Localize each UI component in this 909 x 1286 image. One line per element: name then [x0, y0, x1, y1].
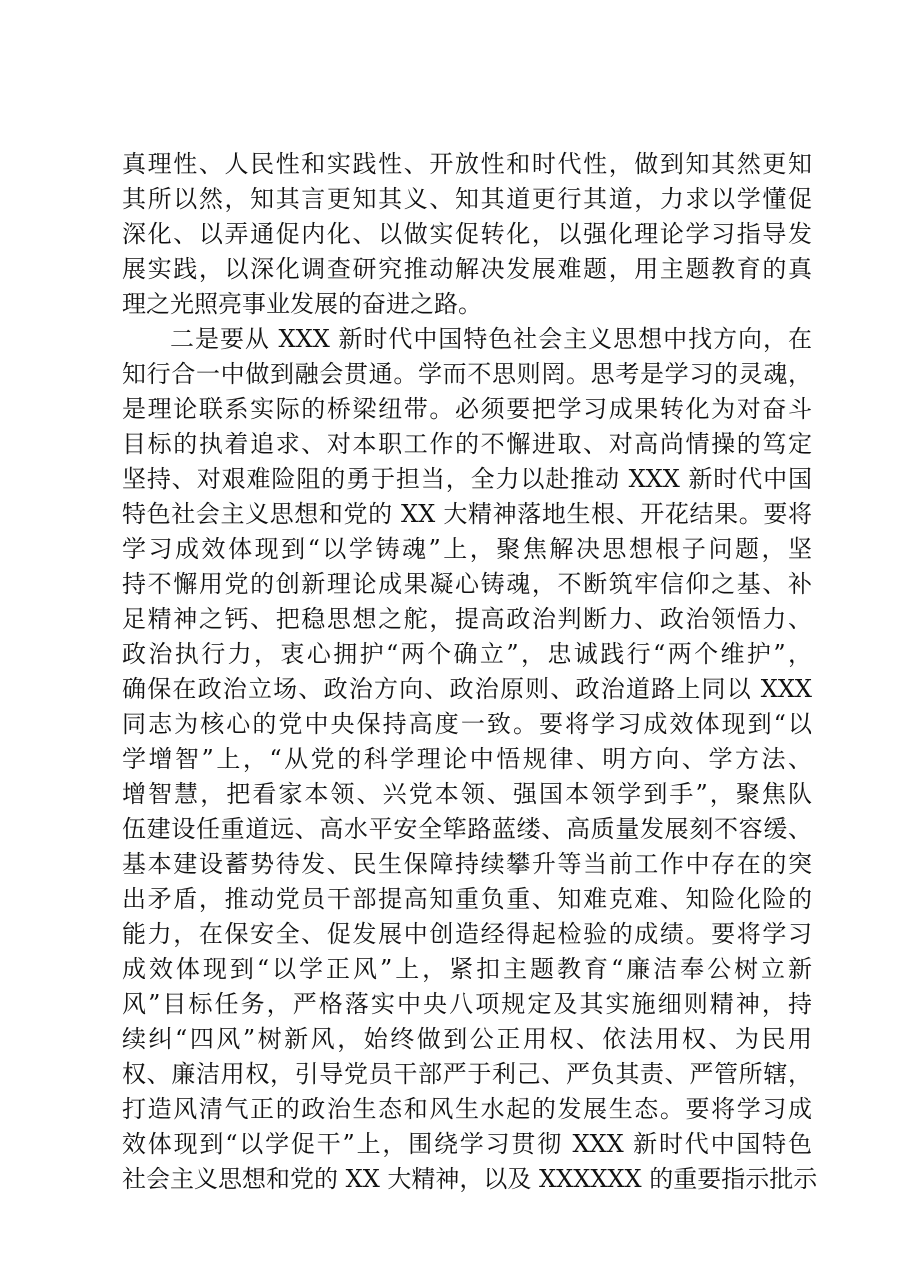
- paragraph-2-line: 同志为核心的党中央保持高度一致。要将学习成效体现到“以: [122, 710, 812, 738]
- paragraph-2-line: 足精神之钙、把稳思想之舵，提高政治判断力、政治领悟力、: [122, 605, 812, 633]
- paragraph-2-line: 出矛盾，推动党员干部提高知重负重、知难克难、知险化险的: [122, 885, 812, 913]
- paragraph-2-line: 特色社会主义思想和党的 XX 大精神落地生根、开花结果。要将: [122, 500, 812, 528]
- paragraph-2-line: 学习成效体现到“以学铸魂”上，聚焦解决思想根子问题，坚: [122, 535, 812, 563]
- paragraph-2-line: 打造风清气正的政治生态和风生水起的发展生态。要将学习成: [122, 1095, 812, 1123]
- paragraph-1-line: 展实践，以深化调查研究推动解决发展难题，用主题教育的真: [122, 255, 812, 283]
- paragraph-2-line: 增智慧，把看家本领、兴党本领、强国本领学到手”，聚焦队: [122, 780, 812, 808]
- paragraph-2-line: 知行合一中做到融会贯通。学而不思则罔。思考是学习的灵魂，: [122, 360, 812, 388]
- document-body: [122, 147, 818, 1197]
- paragraph-2-line: 二是要从 XXX 新时代中国特色社会主义思想中找方向，在: [170, 325, 812, 353]
- paragraph-1-line: 其所以然，知其言更知其义、知其道更行其道，力求以学懂促: [122, 185, 812, 213]
- paragraph-2-line: 权、廉洁用权，引导党员干部严于利己、严负其责、严管所辖，: [122, 1060, 812, 1088]
- paragraph-2-line: 基本建设蓄势待发、民生保障持续攀升等当前工作中存在的突: [122, 850, 812, 878]
- paragraph-1-line: 深化、以弄通促内化、以做实促转化，以强化理论学习指导发: [122, 220, 812, 248]
- paragraph-1-line: 真理性、人民性和实践性、开放性和时代性，做到知其然更知: [122, 150, 812, 178]
- paragraph-2-line: 目标的执着追求、对本职工作的不懈进取、对高尚情操的笃定: [122, 430, 812, 458]
- paragraph-2-line: 社会主义思想和党的 XX 大精神，以及 XXXXXX 的重要指示批示: [122, 1165, 818, 1193]
- paragraph-2: [122, 322, 818, 1197]
- paragraph-1-line: 理之光照亮事业发展的奋进之路。: [122, 290, 482, 318]
- paragraph-2-line: 效体现到“以学促干”上，围绕学习贯彻 XXX 新时代中国特色: [122, 1130, 812, 1158]
- paragraph-2-line: 持不懈用党的创新理论成果凝心铸魂，不断筑牢信仰之基、补: [122, 570, 812, 598]
- paragraph-2-line: 政治执行力，衷心拥护“两个确立”，忠诚践行“两个维护”，: [122, 640, 812, 668]
- paragraph-2-line: 是理论联系实际的桥梁纽带。必须要把学习成果转化为对奋斗: [122, 395, 812, 423]
- paragraph-2-line: 能力，在保安全、促发展中创造经得起检验的成绩。要将学习: [122, 920, 812, 948]
- paragraph-2-line: 确保在政治立场、政治方向、政治原则、政治道路上同以 XXX: [122, 675, 812, 703]
- paragraph-2-line: 伍建设任重道远、高水平安全筚路蓝缕、高质量发展刻不容缓、: [122, 815, 812, 843]
- paragraph-2-line: 坚持、对艰难险阻的勇于担当，全力以赴推动 XXX 新时代中国: [122, 465, 812, 493]
- paragraph-2-line: 风”目标任务，严格落实中央八项规定及其实施细则精神，持: [122, 990, 812, 1018]
- paragraph-2-line: 续纠“四风”树新风，始终做到公正用权、依法用权、为民用: [122, 1025, 812, 1053]
- paragraph-2-line: 成效体现到“以学正风”上，紧扣主题教育“廉洁奉公树立新: [122, 955, 812, 983]
- paragraph-2-line: 学增智”上，“从党的科学理论中悟规律、明方向、学方法、: [122, 745, 812, 773]
- paragraph-1: [122, 147, 812, 322]
